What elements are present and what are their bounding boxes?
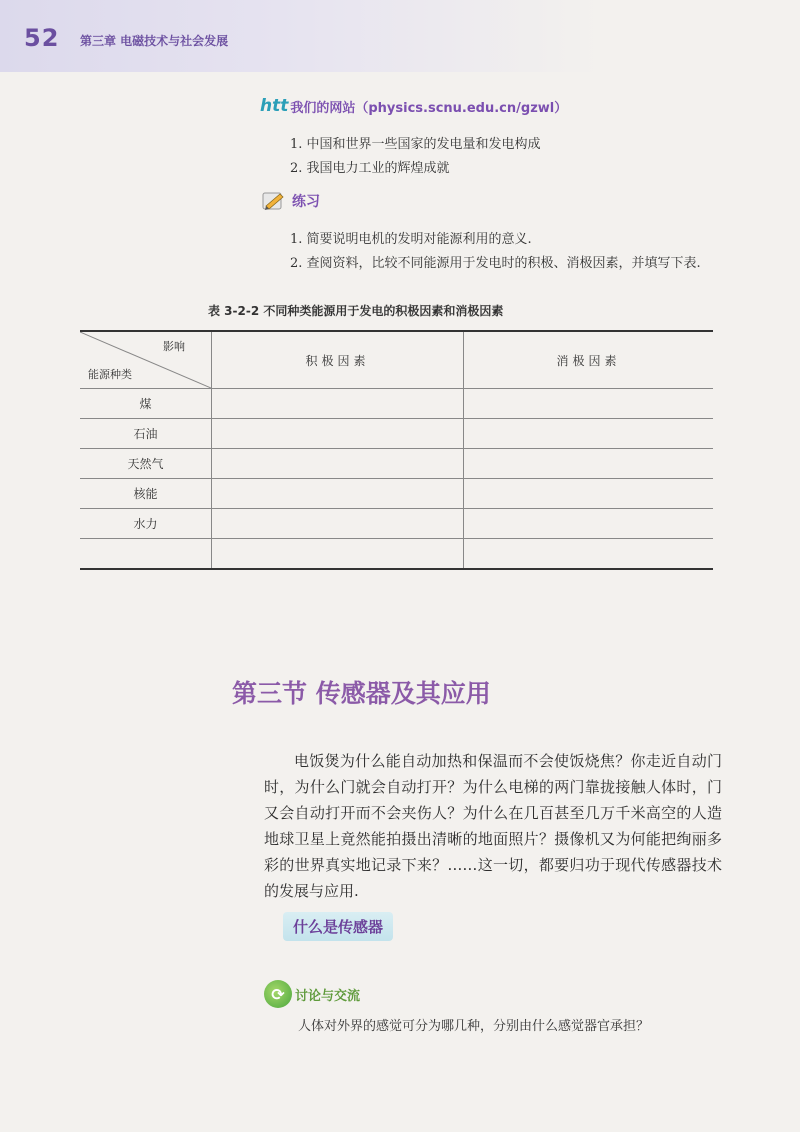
page-number: 52 — [24, 24, 60, 52]
corner-label-influence: 影响 — [163, 340, 185, 353]
discussion-heading — [264, 980, 360, 1008]
discussion-cycle-icon: ⟳ — [264, 980, 292, 1008]
row-label-hydro: 水力 — [80, 509, 212, 539]
exercise-question-2: 2. 查阅资料，比较不同能源用于发电时的积极、消极因素，并填写下表. — [290, 256, 701, 271]
cell-negative — [464, 509, 714, 539]
pencil-icon — [262, 190, 286, 212]
row-label-coal: 煤 — [80, 389, 212, 419]
cell-positive — [212, 449, 464, 479]
exercise-heading — [262, 190, 320, 212]
cell-positive — [212, 539, 464, 570]
website-heading — [260, 96, 567, 116]
table-row — [80, 449, 713, 479]
section-title: 第三节 传感器及其应用 — [232, 679, 491, 708]
cell-negative — [464, 539, 714, 570]
cell-positive — [212, 389, 464, 419]
column-header-positive: 积极因素 — [212, 331, 464, 389]
column-header-negative: 消极因素 — [464, 331, 714, 389]
cell-negative — [464, 479, 714, 509]
table-corner-cell — [80, 331, 212, 389]
cell-positive — [212, 509, 464, 539]
row-label-blank — [80, 539, 212, 570]
corner-label-energy-type: 能源种类 — [88, 368, 132, 381]
discussion-text: 人体对外界的感觉可分为哪几种，分别由什么感觉器官承担？ — [298, 1019, 650, 1034]
website-item-2: 2. 我国电力工业的辉煌成就 — [290, 161, 450, 176]
cell-positive — [212, 479, 464, 509]
row-label-oil: 石油 — [80, 419, 212, 449]
table-row — [80, 509, 713, 539]
cell-negative — [464, 389, 714, 419]
cell-negative — [464, 419, 714, 449]
exercise-question-1: 1. 简要说明电机的发明对能源利用的意义. — [290, 232, 532, 247]
table-header-row — [80, 331, 713, 389]
table-row — [80, 389, 713, 419]
http-icon: htt — [260, 96, 289, 116]
cell-negative — [464, 449, 714, 479]
cell-positive — [212, 419, 464, 449]
website-item-1: 1. 中国和世界一些国家的发电量和发电构成 — [290, 137, 541, 152]
table-row — [80, 479, 713, 509]
exercise-title: 练习 — [292, 194, 320, 210]
chapter-title: 第三章 电磁技术与社会发展 — [80, 34, 229, 48]
energy-factors-table — [80, 330, 713, 570]
row-label-natural-gas: 天然气 — [80, 449, 212, 479]
table-row — [80, 539, 713, 570]
subheading-what-is-sensor: 什么是传感器 — [283, 912, 393, 941]
table-row — [80, 419, 713, 449]
row-label-nuclear: 核能 — [80, 479, 212, 509]
website-title: 我们的网站（physics.scnu.edu.cn/gzwl） — [290, 100, 568, 116]
section-body-text: 电饭煲为什么能自动加热和保温而不会使饭烧焦？你走近自动门时，为什么门就会自动打开？为什么电梯的两门靠拢接触人体时，门又会自动打开而不会夹伤人？为什么在几百甚至几万千米高空的人造地球卫星上竟然能拍摄出清晰的地面照片？摄像机又为何能把绚丽多彩的世界真实地记录下来？……这一切，都要归功于现代传感器技术的发展与应用. — [264, 752, 722, 900]
discussion-title: 讨论与交流 — [295, 988, 361, 1004]
table-caption: 表 3-2-2 不同种类能源用于发电的积极因素和消极因素 — [208, 304, 504, 318]
